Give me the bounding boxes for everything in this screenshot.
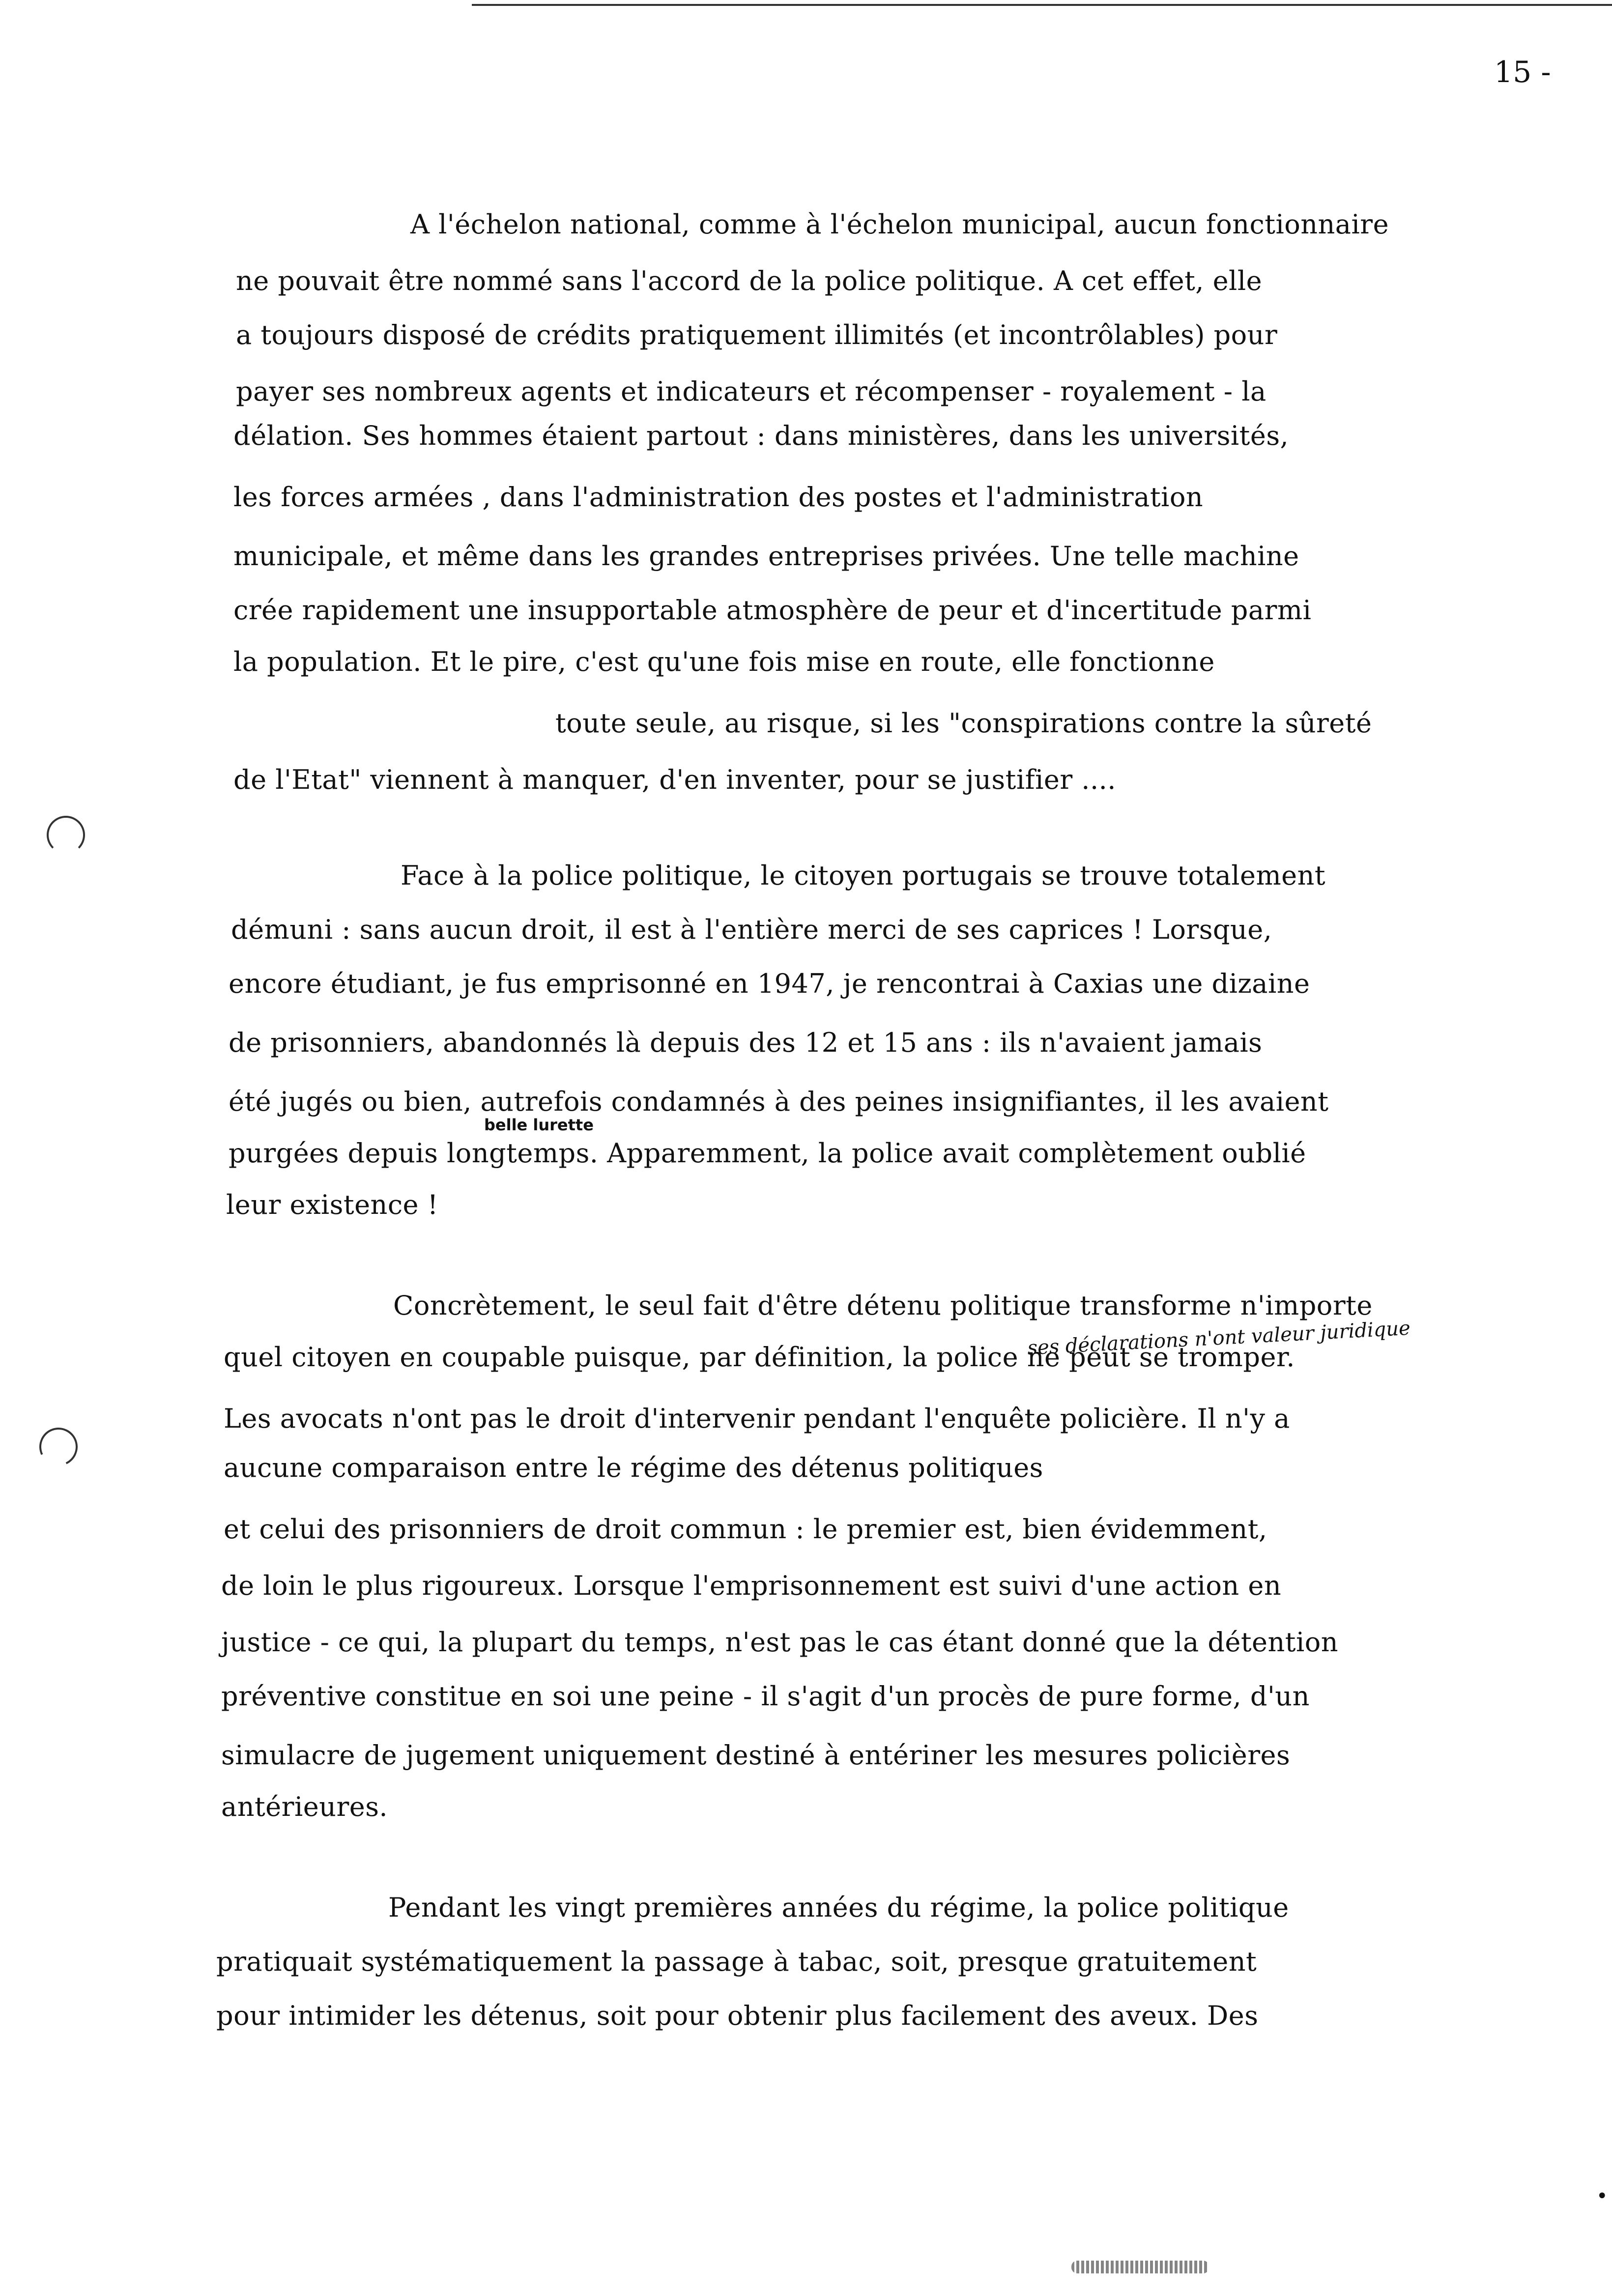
text-line: municipale, et même dans les grandes entreprises privées. Une telle machine xyxy=(233,541,1299,572)
text-line: de l'Etat" viennent à manquer, d'en inventer, pour se justifier .... xyxy=(233,764,1116,795)
text-line: de loin le plus rigoureux. Lorsque l'emprisonnement est suivi d'une action en xyxy=(221,1570,1282,1601)
text-line: démuni : sans aucun droit, il est à l'entière merci de ses caprices ! Lorsque, xyxy=(231,914,1272,945)
text-line: simulacre de jugement uniquement destiné à entériner les mesures policières xyxy=(221,1740,1291,1771)
text-line: et celui des prisonniers de droit commun : le premier est, bien évidemment, xyxy=(224,1514,1267,1545)
text-line: leur existence ! xyxy=(226,1189,438,1220)
text-line: toute seule, au risque, si les "conspirations contre la sûreté xyxy=(555,708,1372,739)
text-line: purgées depuis longtemps. Apparemment, la police avait complètement oublié xyxy=(229,1138,1306,1169)
text-line: pour intimider les détenus, soit pour obtenir plus facilement des aveux. Des xyxy=(216,2000,1259,2031)
text-line: Les avocats n'ont pas le droit d'intervenir pendant l'enquête policière. Il n'y a xyxy=(224,1403,1290,1434)
text-line: a toujours disposé de crédits pratiquement illimités (et incontrôlables) pour xyxy=(236,319,1278,350)
text-line: quel citoyen en coupable puisque, par définition, la police ne peut se tromper. xyxy=(224,1342,1295,1373)
page-number: 15 - xyxy=(1494,55,1551,89)
text-line: Pendant les vingt premières années du régime, la police politique xyxy=(388,1892,1289,1923)
text-line: justice - ce qui, la plupart du temps, n'est pas le cas étant donné que la détention xyxy=(221,1627,1339,1658)
edge-mark-icon: • xyxy=(1596,2185,1608,2208)
text-line: Face à la police politique, le citoyen portugais se trouve totalement xyxy=(401,860,1326,891)
bottom-smudge xyxy=(1071,2261,1209,2273)
punch-hole-icon xyxy=(47,816,85,854)
interlinear-correction: belle lurette xyxy=(484,1116,594,1134)
text-line: antérieures. xyxy=(221,1791,388,1822)
text-line: A l'échelon national, comme à l'échelon municipal, aucun fonctionnaire xyxy=(410,209,1389,240)
text-line: délation. Ses hommes étaient partout : dans ministères, dans les universités, xyxy=(233,420,1289,451)
text-line: ne pouvait être nommé sans l'accord de la police politique. A cet effet, elle xyxy=(236,265,1263,296)
top-rule xyxy=(472,4,1612,6)
text-line: payer ses nombreux agents et indicateurs et récompenser - royalement - la xyxy=(236,376,1267,407)
text-line: la population. Et le pire, c'est qu'une fois mise en route, elle fonctionne xyxy=(233,646,1215,677)
text-line: crée rapidement une insupportable atmosphère de peur et d'incertitude parmi xyxy=(233,595,1312,626)
text-line: de prisonniers, abandonnés là depuis des 12 et 15 ans : ils n'avaient jamais xyxy=(229,1027,1263,1058)
text-line: les forces armées , dans l'administration des postes et l'administration xyxy=(233,482,1204,513)
text-line: encore étudiant, je fus emprisonné en 1947, je rencontrai à Caxias une dizaine xyxy=(229,968,1310,999)
text-line: été jugés ou bien, autrefois condamnés à des peines insignifiantes, il les avaient xyxy=(229,1086,1329,1117)
punch-hole-icon xyxy=(34,1422,83,1471)
text-line: Concrètement, le seul fait d'être détenu politique transforme n'importe xyxy=(393,1290,1373,1321)
handwritten-margin-note: ses déclarations n'ont valeur juridique xyxy=(1027,1317,1411,1360)
text-line: pratiquait systématiquement la passage à tabac, soit, presque gratuitement xyxy=(216,1946,1257,1977)
text-line: aucune comparaison entre le régime des détenus politiques xyxy=(224,1452,1043,1483)
text-line: préventive constitue en soi une peine - il s'agit d'un procès de pure forme, d'un xyxy=(221,1681,1310,1712)
